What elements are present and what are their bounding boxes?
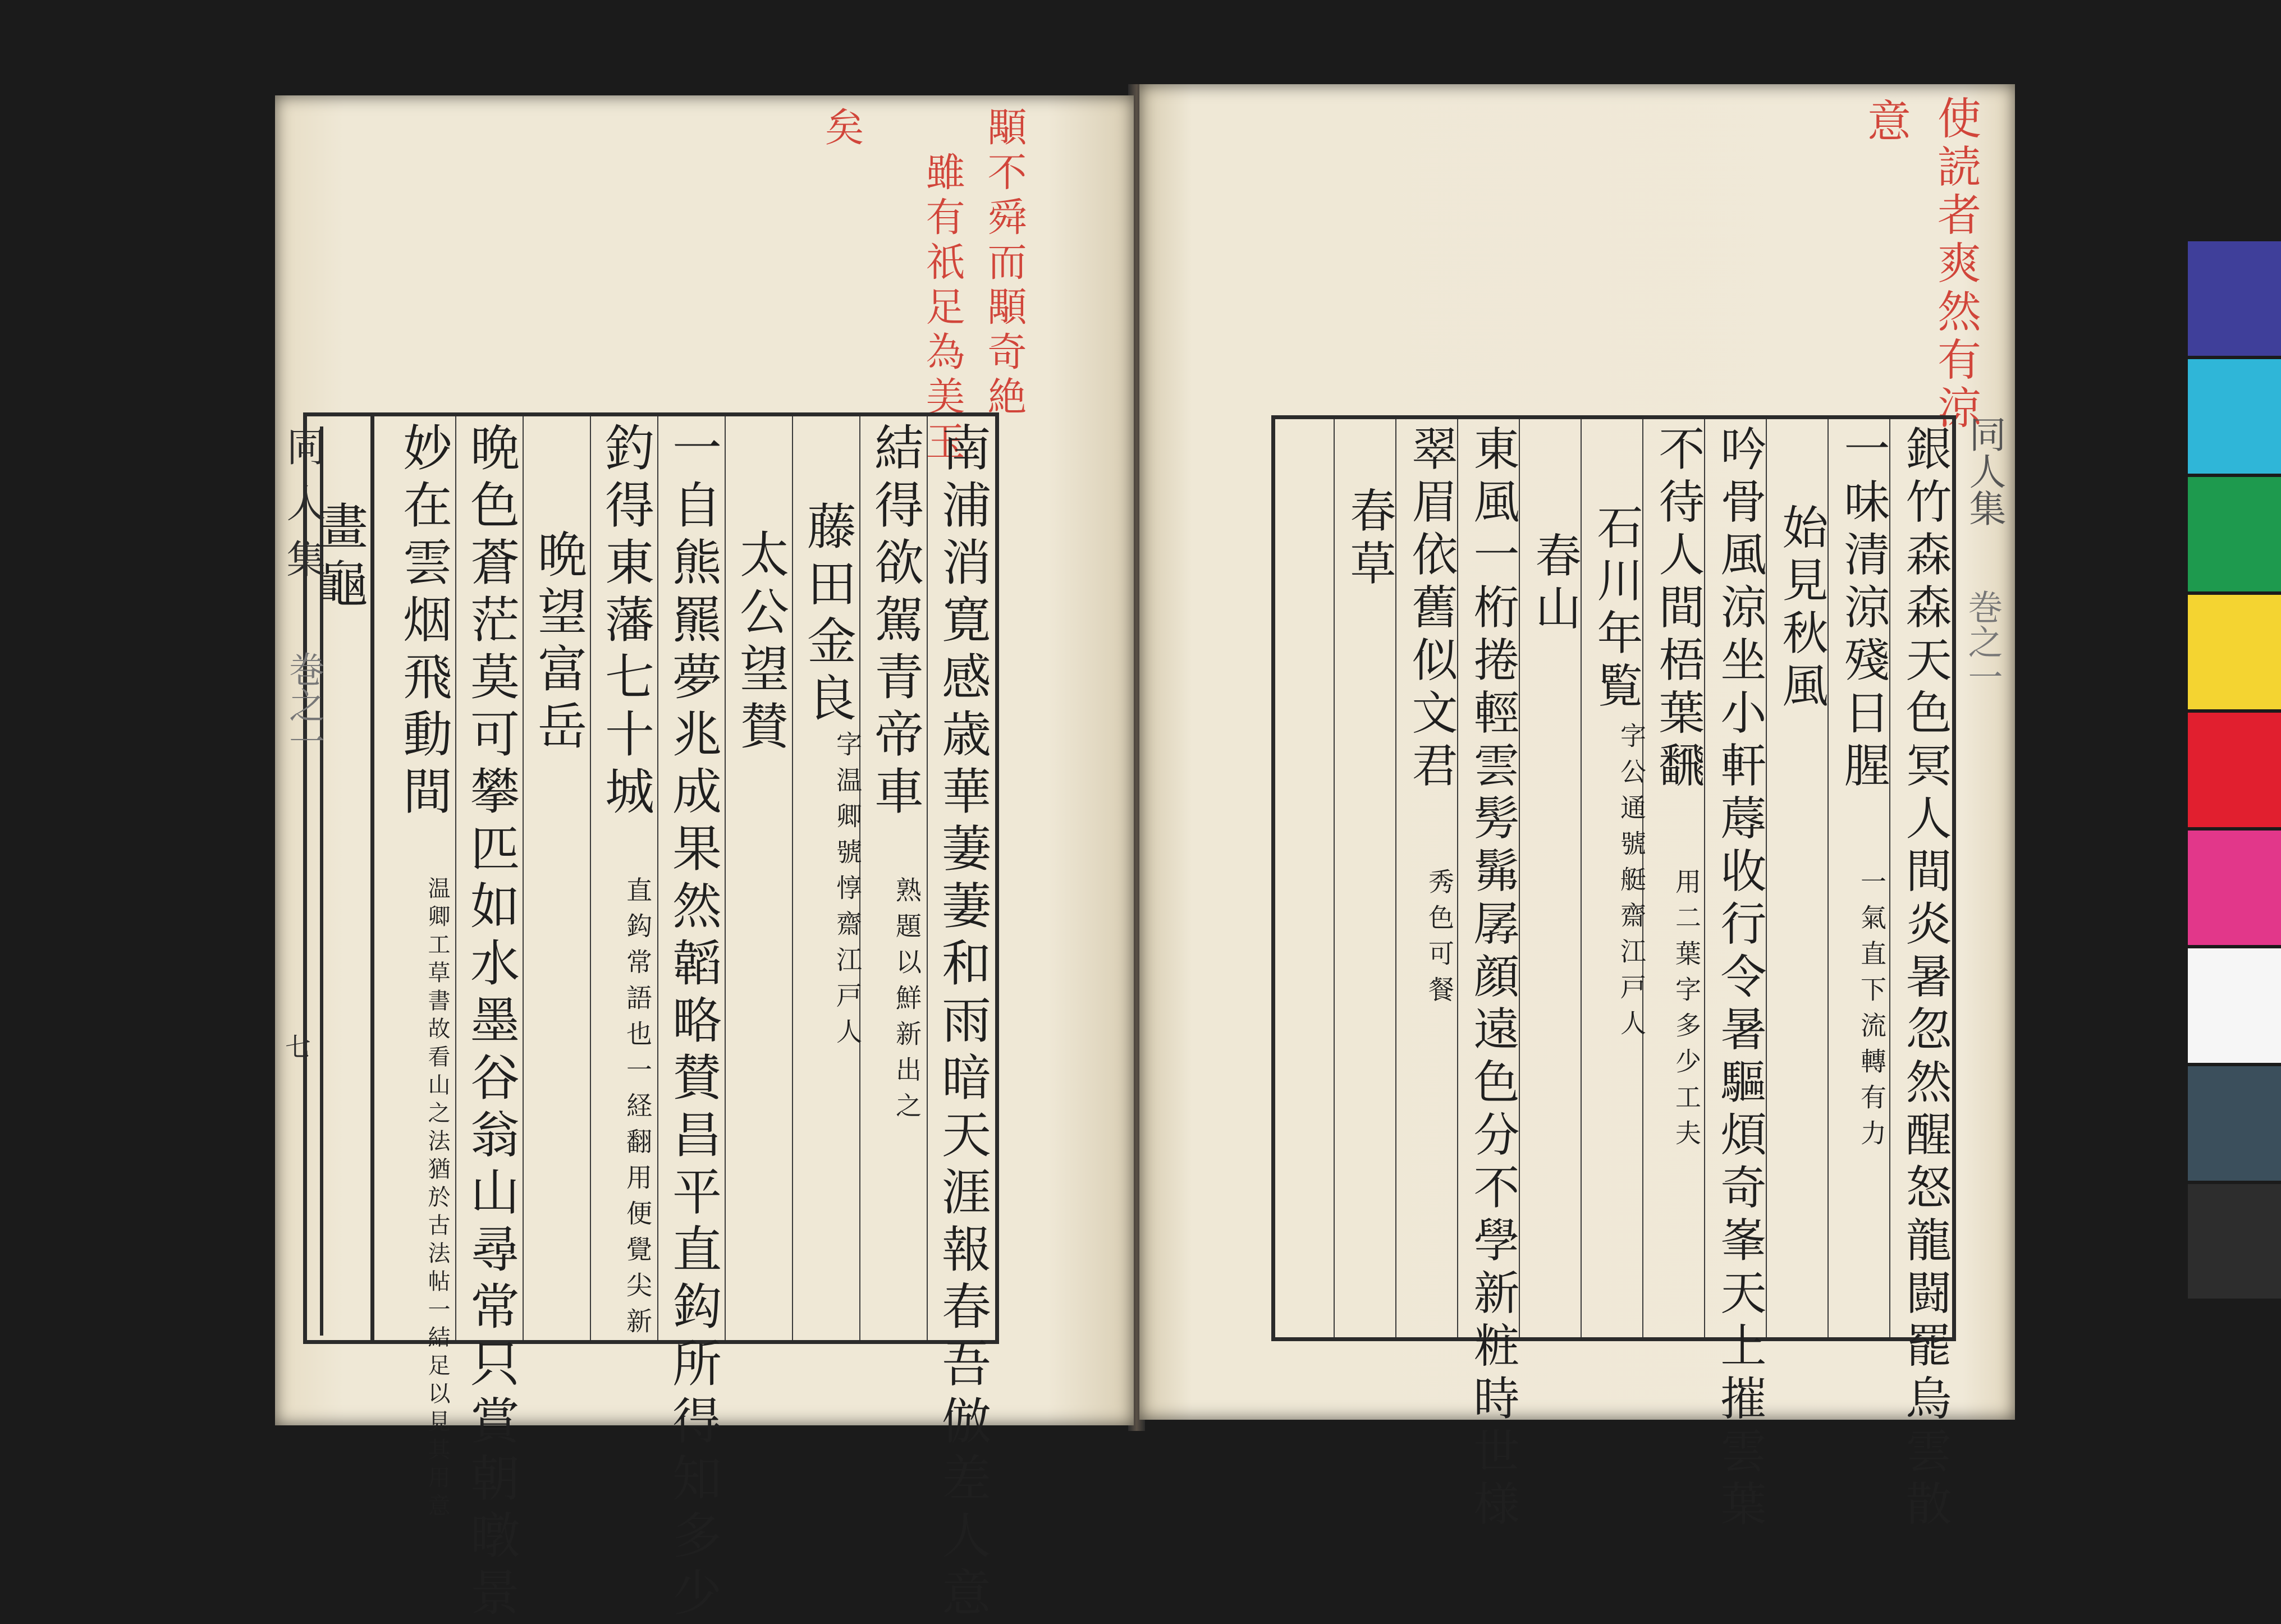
red-annotation-line-1: 顒不舜而顒奇絶	[981, 107, 1027, 421]
column-rule	[792, 416, 793, 1340]
right-volume-label: 巻之一	[1962, 589, 2003, 694]
poet-note: 字温卿號惇齋江戸人	[832, 731, 863, 1054]
poem-line: 晩色蒼茫莫可攀匹如水墨谷翁山尋常只賞朝暾景	[462, 422, 520, 1624]
color-calibration-chart	[2188, 241, 2281, 1302]
column-rule	[455, 416, 456, 1340]
red-annotation-line-2: 雖有祇足為美玉	[919, 152, 965, 466]
poem-line: 銀竹森森天色冥人間炎暑忽然醒怒龍闘罷烏雲散	[1898, 425, 1952, 1533]
commentary-note: 秀色可餐	[1425, 868, 1455, 1012]
poem-line: 吟骨風涼坐小軒蓐收行令暑驅煩奇峯天上摧雲葉	[1713, 425, 1766, 1533]
poem-title: 畫龜	[311, 501, 369, 615]
poem-title: 始見秋風	[1775, 503, 1828, 714]
column-rule	[1334, 419, 1335, 1337]
column-rule	[657, 416, 658, 1340]
color-swatch	[2188, 1066, 2281, 1181]
poem-line: 一味清涼殘日腥	[1836, 425, 1890, 794]
color-swatch	[2188, 359, 2281, 474]
poem-line: 一自熊羆夢兆成果然韜略賛昌平直鈎所得知多少	[665, 422, 722, 1624]
poem-line: 翠眉依舊似文君	[1404, 425, 1458, 794]
commentary-note: 一氣直下流轉有力	[1857, 868, 1887, 1155]
column-rule	[927, 416, 928, 1340]
commentary-note: 熟題以鮮新出之	[892, 877, 922, 1128]
poem-title: 春山	[1528, 531, 1581, 637]
poem-line: 結得欲駕青帝車	[867, 422, 924, 823]
poem-title: 晩望富岳	[530, 529, 588, 758]
poem-line: 釣得東藩七十城	[597, 422, 655, 823]
red-annotation-line-3: 矣	[818, 107, 864, 146]
poem-line: 不待人間梧葉飜	[1651, 425, 1705, 794]
volume-label: 巻之一	[283, 651, 324, 759]
column-rule	[590, 416, 591, 1340]
poem-line: 南浦消寛感歳華萋萋和雨暗天涯報春吾倣差人意	[934, 422, 992, 1624]
right-header-fragment: 同人集	[1963, 415, 2006, 526]
page-number: 七	[285, 1032, 311, 1062]
red-annotation-line-1: 使読者爽然有涼	[1930, 95, 1981, 433]
color-swatch	[2188, 595, 2281, 709]
left-header-fragment: 同人集	[280, 426, 326, 595]
poet-note: 字公通號艇齋江戸人	[1616, 722, 1647, 1045]
poem-line: 妙在雲烟飛動間	[395, 422, 453, 823]
commentary-note: 温卿工草書故看山之法猶於古法帖一結足以見其用意	[424, 877, 450, 1522]
poem-title: 春草	[1343, 487, 1396, 592]
commentary-note: 直鈎常語也一経翻用便覺尖新	[622, 877, 653, 1343]
column-rule	[523, 416, 524, 1340]
color-swatch	[2188, 477, 2281, 591]
commentary-note: 用二葉字多少工夫	[1671, 868, 1702, 1155]
column-rule	[725, 416, 726, 1340]
color-swatch	[2188, 948, 2281, 1063]
poem-line: 東風一桁捲輕雲髣髴孱顔遠色分不學新粧時世様	[1466, 425, 1519, 1533]
color-swatch	[2188, 831, 2281, 945]
red-annotation-line-2: 意	[1860, 98, 1911, 142]
color-swatch	[2188, 713, 2281, 827]
poem-title: 太公望賛	[732, 529, 790, 758]
left-text-frame	[370, 412, 999, 1624]
poet-name: 藤田金良	[799, 501, 857, 730]
color-swatch	[2188, 241, 2281, 356]
right-text-frame	[1271, 415, 1956, 1533]
left-margin-strip	[303, 412, 370, 1344]
color-swatch	[2188, 1184, 2281, 1299]
poet-name: 石川年覧	[1590, 503, 1643, 714]
